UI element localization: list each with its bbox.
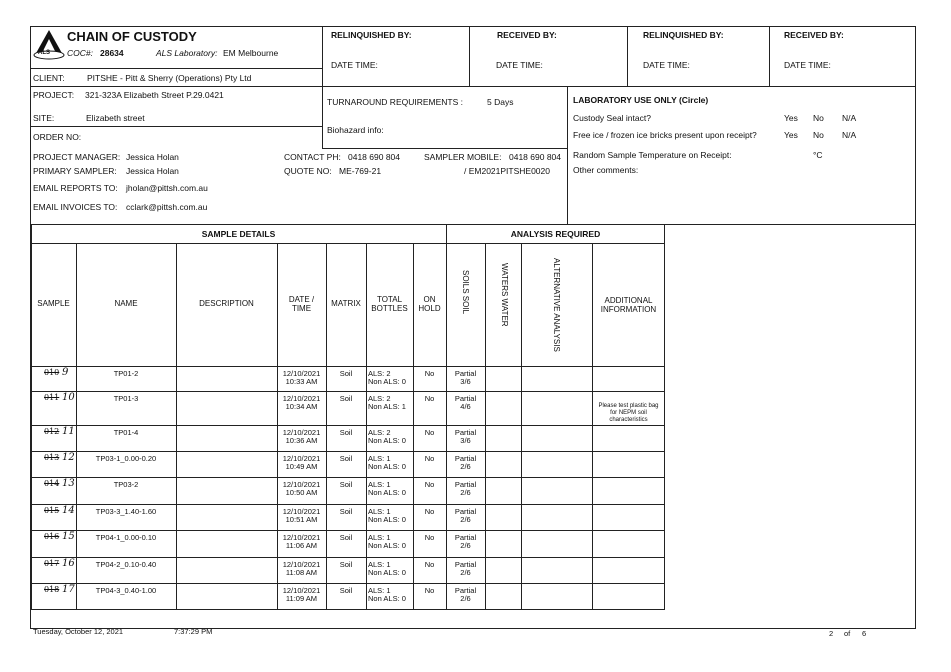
sample-als: ALS: 2 (368, 428, 391, 437)
sample-date: 12/10/2021 (282, 560, 321, 569)
row-divider (31, 425, 665, 426)
col-waters: WATERS WATER (500, 263, 509, 327)
received-by-2: RECEIVED BY: (784, 30, 844, 40)
sample-als: ALS: 1 (368, 507, 391, 516)
col-sample: SAMPLE (37, 299, 70, 308)
sample-als: ALS: 1 (368, 586, 391, 595)
sample-hold: No (424, 454, 435, 463)
site-value: Elizabeth street (86, 113, 145, 123)
sample-time: 11:06 AM (285, 541, 318, 550)
sample-als: ALS: 1 (368, 560, 391, 569)
soil-partial: Partial (454, 507, 477, 516)
sample-date: 12/10/2021 (282, 533, 321, 542)
lab-q2: Free ice / frozen ice bricks present upon receipt? (573, 130, 757, 140)
sample-time: 11:09 AM (285, 594, 318, 603)
sample-id-old: 013 (44, 453, 60, 462)
footer-total: 6 (862, 629, 867, 638)
row-divider (31, 583, 665, 584)
sample-hold: No (424, 507, 435, 516)
soil-count: 2/6 (460, 541, 471, 550)
col-date: DATE / (288, 295, 315, 304)
sampler-value: Jessica Holan (126, 166, 179, 176)
sampler-label: PRIMARY SAMPLER: (33, 166, 117, 176)
sample-id-old: 016 (44, 532, 60, 541)
sample-id-new: 15 (62, 531, 75, 542)
order-label: ORDER NO: (33, 132, 82, 142)
row-divider (31, 530, 665, 531)
sample-hold: No (424, 560, 435, 569)
project-value: 321-323A Elizabeth Street P.29.0421 (85, 90, 224, 100)
lab-q2-no: No (813, 130, 824, 140)
sample-date: 12/10/2021 (282, 454, 321, 463)
lab-q4: Other comments: (573, 165, 639, 175)
footer-date: Tuesday, October 12, 2021 (33, 627, 124, 636)
lab-q3-deg: °C (813, 150, 823, 160)
sample-matrix: Soil (339, 394, 353, 403)
soil-count: 2/6 (460, 488, 471, 497)
contact-label: CONTACT PH: (284, 152, 341, 162)
sample-nonals: Non ALS: 0 (368, 377, 406, 386)
lab-q2-yes: Yes (784, 130, 798, 140)
sample-name: TP03-1_0.00-0.20 (95, 454, 157, 463)
email-invoices-label: EMAIL INVOICES TO: (33, 202, 118, 212)
row-divider (31, 391, 665, 392)
relinquished-by-2: RELINQUISHED BY: (643, 30, 724, 40)
pm-label: PROJECT MANAGER: (33, 152, 121, 162)
email-invoices-value: cclark@pittsh.com.au (126, 202, 208, 212)
sample-matrix: Soil (339, 560, 353, 569)
soil-count: 2/6 (460, 594, 471, 603)
soil-partial: Partial (454, 428, 477, 437)
sample-als: ALS: 1 (368, 533, 391, 542)
sample-hold: No (424, 533, 435, 542)
sample-matrix: Soil (339, 533, 353, 542)
col-alternative: ALTERNATIVE ANALYSIS (552, 258, 561, 352)
col-name: NAME (114, 299, 138, 308)
sample-matrix: Soil (339, 507, 353, 516)
quote-ref: / EM2021PITSHE0020 (464, 166, 550, 176)
quote-value: ME-769-21 (339, 166, 382, 176)
soil-partial: Partial (454, 586, 477, 595)
lab-use-title: LABORATORY USE ONLY (Circle) (573, 95, 709, 105)
sample-time: 10:36 AM (285, 436, 318, 445)
sample-als: ALS: 1 (368, 454, 391, 463)
sample-hold: No (424, 586, 435, 595)
sample-date: 12/10/2021 (282, 369, 321, 378)
client-label: CLIENT: (33, 73, 65, 83)
sample-nonals: Non ALS: 0 (368, 568, 406, 577)
date-time-4: DATE TIME: (784, 60, 831, 70)
sample-nonals: Non ALS: 1 (368, 402, 406, 411)
sample-id-new: 16 (62, 558, 75, 569)
row-divider (31, 477, 665, 478)
sample-nonals: Non ALS: 0 (368, 488, 406, 497)
col-matrix: MATRIX (331, 299, 361, 308)
sample-time: 10:33 AM (285, 377, 318, 386)
sample-id-new: 13 (62, 478, 75, 489)
sample-name: TP04-3_0.40-1.00 (95, 586, 157, 595)
sample-nonals: Non ALS: 0 (368, 594, 406, 603)
sample-matrix: Soil (339, 454, 353, 463)
sample-name: TP04-1_0.00-0.10 (95, 533, 157, 542)
sample-hold: No (424, 480, 435, 489)
soil-count: 2/6 (460, 568, 471, 577)
sample-hold: No (424, 369, 435, 378)
contact-value: 0418 690 804 (348, 152, 400, 162)
logo-text: ALS (38, 50, 50, 56)
pm-value: Jessica Holan (126, 152, 179, 162)
sample-name: TP04-2_0.10-0.40 (95, 560, 157, 569)
lab-q1-yes: Yes (784, 113, 798, 123)
soil-count: 2/6 (460, 515, 471, 524)
relinquished-by-1: RELINQUISHED BY: (331, 30, 412, 40)
col-soils: SOILS SOIL (461, 270, 470, 315)
sample-hold: No (424, 394, 435, 403)
col-on: ON (423, 295, 436, 304)
col-time: TIME (291, 304, 312, 313)
sample-id-old: 018 (44, 585, 60, 594)
sample-id-old: 017 (44, 559, 60, 568)
sample-name: TP01-2 (113, 369, 139, 378)
soil-count: 4/6 (460, 402, 471, 411)
col-additional: ADDITIONAL (604, 296, 653, 305)
date-time-3: DATE TIME: (643, 60, 690, 70)
sample-table (31, 224, 665, 610)
lab-q1-na: N/A (842, 113, 857, 123)
lab-q1: Custody Seal intact? (573, 113, 651, 123)
biohazard-label: Biohazard info: (327, 125, 384, 135)
sample-als: ALS: 2 (368, 369, 391, 378)
sample-hold: No (424, 428, 435, 437)
sample-date: 12/10/2021 (282, 394, 321, 403)
sample-id-old: 014 (44, 479, 60, 488)
sample-matrix: Soil (339, 428, 353, 437)
soil-partial: Partial (454, 533, 477, 542)
row-divider (31, 504, 665, 505)
soil-partial: Partial (454, 394, 477, 403)
sample-date: 12/10/2021 (282, 507, 321, 516)
sample-id-new: 14 (62, 505, 75, 516)
lab-name: EM Melbourne (223, 48, 279, 58)
sample-id-old: 012 (44, 427, 60, 436)
analysis-required-header: ANALYSIS REQUIRED (510, 229, 601, 239)
sample-details-header: SAMPLE DETAILS (201, 229, 276, 239)
row-divider (31, 451, 665, 452)
lab-q2-na: N/A (842, 130, 857, 140)
turnaround-label: TURNAROUND REQUIREMENTS : (327, 97, 464, 107)
sample-id-new: 17 (62, 584, 75, 595)
col-total: TOTAL (376, 295, 403, 304)
site-label: SITE: (33, 113, 55, 123)
sample-time: 10:51 AM (285, 515, 318, 524)
lab-label: ALS Laboratory: (156, 48, 218, 58)
sample-time: 10:34 AM (285, 402, 318, 411)
sample-id-new: 12 (62, 452, 75, 463)
sample-id-old: 011 (44, 393, 60, 402)
soil-partial: Partial (454, 454, 477, 463)
sample-nonals: Non ALS: 0 (368, 541, 406, 550)
lab-q3: Random Sample Temperature on Receipt: (573, 150, 732, 160)
sample-id-old: 015 (44, 506, 60, 515)
received-by-1: RECEIVED BY: (497, 30, 557, 40)
quote-label: QUOTE NO: (284, 166, 332, 176)
sample-name: TP03-2 (113, 480, 139, 489)
col-description: DESCRIPTION (199, 299, 254, 308)
date-time-2: DATE TIME: (496, 60, 543, 70)
sample-nonals: Non ALS: 0 (368, 436, 406, 445)
sample-id-new: 9 (62, 367, 69, 378)
page-title: CHAIN OF CUSTODY (67, 29, 197, 44)
project-label: PROJECT: (33, 90, 75, 100)
email-reports-value: jholan@pittsh.com.au (126, 183, 208, 193)
sample-date: 12/10/2021 (282, 586, 321, 595)
coc-label: COC#: (67, 48, 93, 58)
additional-info-3: characteristics (609, 417, 648, 423)
sample-time: 11:08 AM (285, 568, 318, 577)
soil-count: 3/6 (460, 436, 471, 445)
col-hold: HOLD (418, 304, 441, 313)
soil-count: 2/6 (460, 462, 471, 471)
sample-name: TP03-3_1.40-1.60 (95, 507, 157, 516)
sample-id-new: 10 (62, 392, 75, 403)
sample-time: 10:50 AM (285, 488, 318, 497)
lab-q1-no: No (813, 113, 824, 123)
footer-time: 7:37:29 PM (174, 627, 213, 636)
sample-als: ALS: 1 (368, 480, 391, 489)
col-bottles: BOTTLES (371, 304, 408, 313)
sample-matrix: Soil (339, 586, 353, 595)
sample-nonals: Non ALS: 0 (368, 515, 406, 524)
date-time-1: DATE TIME: (331, 60, 378, 70)
sampler-mobile-label: SAMPLER MOBILE: (424, 152, 502, 162)
sample-date: 12/10/2021 (282, 428, 321, 437)
row-divider (31, 557, 665, 558)
soil-partial: Partial (454, 560, 477, 569)
sampler-mobile-value: 0418 690 804 (509, 152, 561, 162)
footer-page: 2 (829, 629, 834, 638)
additional-info-2: for NEPM soil (610, 410, 647, 416)
sample-date: 12/10/2021 (282, 480, 321, 489)
sample-matrix: Soil (339, 480, 353, 489)
sample-name: TP01-3 (113, 394, 139, 403)
sample-als: ALS: 2 (368, 394, 391, 403)
additional-info-1: Please test plastic bag (598, 403, 659, 409)
sample-time: 10:49 AM (285, 462, 318, 471)
footer-of: of (844, 629, 851, 638)
sample-nonals: Non ALS: 0 (368, 462, 406, 471)
client-value: PITSHE - Pitt & Sherry (Operations) Pty Ltd (87, 73, 252, 83)
sample-name: TP01-4 (113, 428, 139, 437)
soil-partial: Partial (454, 480, 477, 489)
soil-count: 3/6 (460, 377, 471, 386)
coc-number: 28634 (100, 48, 124, 58)
sample-id-new: 11 (62, 426, 75, 437)
turnaround-value: 5 Days (487, 97, 514, 107)
sample-matrix: Soil (339, 369, 353, 378)
soil-partial: Partial (454, 369, 477, 378)
sample-id-old: 010 (44, 368, 60, 377)
col-information: INFORMATION (600, 305, 657, 314)
email-reports-label: EMAIL REPORTS TO: (33, 183, 118, 193)
